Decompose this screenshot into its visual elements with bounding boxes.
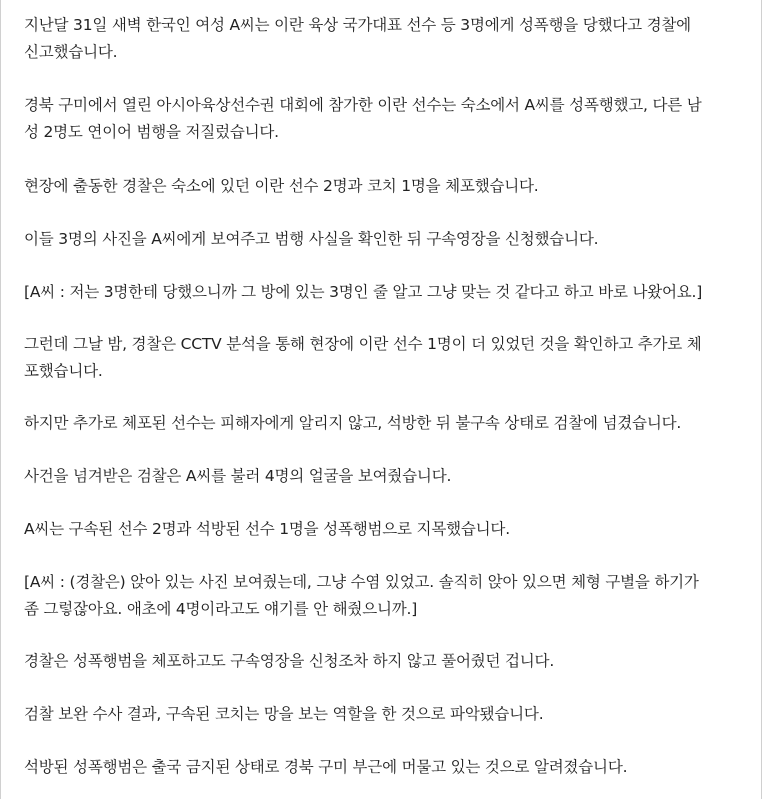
paragraph-line: 그런데 그날 밤, 경찰은 CCTV 분석을 통해 현장에 이란 선수 1명이 더 있었던 것을 확인하고 추가로 체: [24, 335, 702, 353]
paragraph-line: 신고했습니다.: [24, 43, 118, 61]
paragraph-line: 지난달 31일 새벽 한국인 여성 A씨는 이란 육상 국가대표 선수 등 3명에게 성폭행을 당했다고 경찰에: [24, 16, 691, 34]
paragraph-line: 석방된 성폭행범은 출국 금지된 상태로 경북 구미 부근에 머물고 있는 것으로 알려졌습니다.: [24, 758, 628, 776]
paragraph-line: 이들 3명의 사진을 A씨에게 보여주고 범행 사실을 확인한 뒤 구속영장을 신청했습니다.: [24, 230, 599, 248]
paragraph-line: 검찰 보완 수사 결과, 구속된 코치는 망을 보는 역할을 한 것으로 파악됐습니다.: [24, 705, 544, 723]
paragraph-line: [A씨 : (경찰은) 앉아 있는 사진 보여줬는데, 그냥 수염 있었고. 솔직히 앉아 있으면 체형 구별을 하기가: [24, 573, 699, 591]
paragraph-travel-ban: [24, 754, 739, 781]
paragraph-line: 하지만 추가로 체포된 선수는 피해자에게 알리지 않고, 석방한 뒤 불구속 상태로 검찰에 넘겼습니다.: [24, 414, 682, 432]
paragraph-release: [24, 410, 739, 437]
paragraph-cctv: [24, 331, 739, 385]
paragraph-line: 사건을 넘겨받은 검찰은 A씨를 불러 4명의 얼굴을 보여줬습니다.: [24, 467, 452, 485]
paragraph-line: 성 2명도 연이어 범행을 저질렀습니다.: [24, 123, 279, 141]
quote-victim-2: [24, 569, 739, 623]
paragraph-line: 경찰은 성폭행범을 체포하고도 구속영장을 신청조차 하지 않고 풀어줬던 겁니다.: [24, 652, 555, 670]
paragraph-warrant: [24, 226, 739, 253]
paragraph-coach-role: [24, 701, 739, 728]
paragraph-line: 경북 구미에서 열린 아시아육상선수권 대회에 참가한 이란 선수는 숙소에서 A씨를 성폭행했고, 다른 남: [24, 96, 702, 114]
paragraph-prosecution: [24, 463, 739, 490]
paragraph-line: [A씨 : 저는 3명한테 당했으니까 그 방에 있는 3명인 줄 알고 그냥 맞는 것 같다고 하고 바로 나왔어요.]: [24, 283, 703, 301]
paragraph-police-failure: [24, 648, 739, 675]
paragraph-identification: [24, 516, 739, 543]
quote-victim-1: [24, 279, 739, 306]
paragraph-line: 현장에 출동한 경찰은 숙소에 있던 이란 선수 2명과 코치 1명을 체포했습니다.: [24, 177, 539, 195]
paragraph-report: [24, 12, 739, 66]
paragraph-line: 포했습니다.: [24, 362, 103, 380]
paragraph-line: A씨는 구속된 선수 2명과 석방된 선수 1명을 성폭행범으로 지목했습니다.: [24, 520, 510, 538]
paragraph-incident: [24, 92, 739, 146]
paragraph-line: 좀 그렇잖아요. 애초에 4명이라고도 얘기를 안 해줬으니까.]: [24, 600, 418, 618]
paragraph-arrest: [24, 173, 739, 200]
